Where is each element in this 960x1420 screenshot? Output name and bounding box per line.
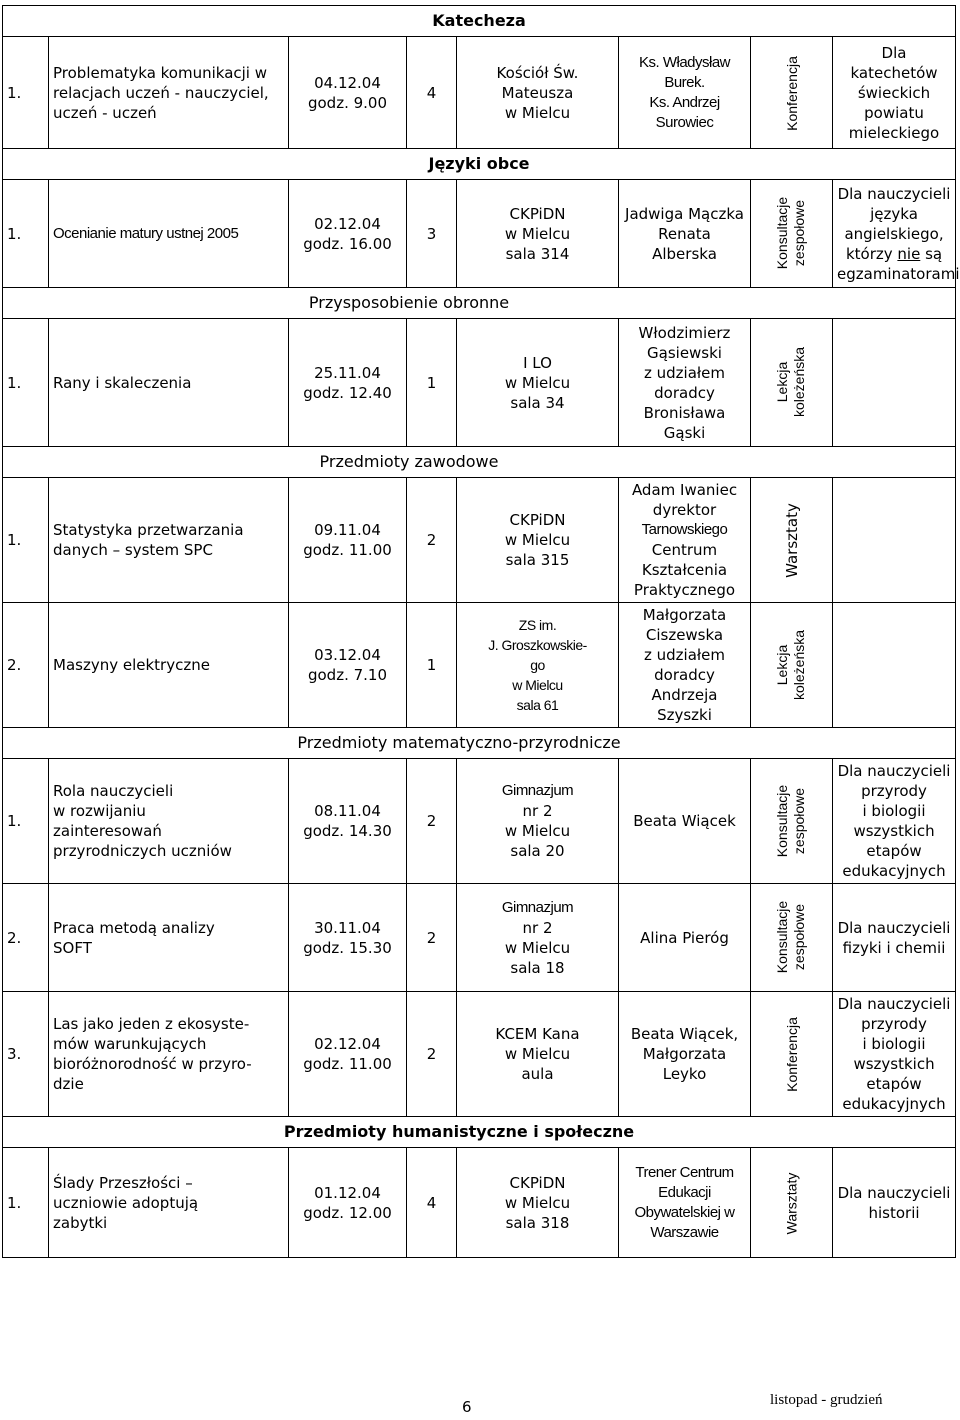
audience-line: i biologii [862, 802, 926, 820]
leader-line: Gąski [663, 423, 706, 442]
place-line: w Mielcu [504, 224, 571, 243]
place-line: sala 315 [505, 551, 570, 569]
audience-line: powiatu [864, 103, 924, 122]
form-line: zespołowe [791, 199, 808, 267]
audience-cell [833, 603, 956, 728]
audience-line: wszystkich [853, 822, 935, 840]
hours-cell: 1 [407, 319, 457, 447]
form-label [774, 347, 808, 417]
place-line: aula [521, 1065, 554, 1083]
form-cell [751, 759, 833, 884]
hours-cell: 4 [407, 1148, 457, 1258]
date-cell [289, 37, 407, 149]
date: 25.11.04 [314, 363, 381, 382]
audience-cell [833, 1148, 956, 1258]
audience-line: mieleckiego [848, 123, 940, 142]
leader-line: Alberska [652, 244, 717, 263]
place-cell [457, 319, 619, 447]
form-line: zespołowe [791, 787, 808, 854]
audience-line: Dla nauczycieli [837, 184, 951, 203]
row-number: 1. [3, 1148, 49, 1258]
table-row [3, 37, 956, 149]
leader-line: z udziałem [643, 646, 725, 664]
leader-line: Renata [658, 224, 711, 243]
form-cell [751, 603, 833, 728]
section-przedmioty-matematyczno-przyrodnicze [3, 728, 956, 759]
topic-line: bioróżnorodność w przyro- [53, 1055, 252, 1073]
form-label: Warsztaty [783, 1172, 799, 1234]
place-cell [457, 992, 619, 1117]
audience-line: etapów [866, 1075, 922, 1093]
place-line: CKPiDN [509, 511, 566, 529]
date: 02.12.04 [314, 214, 381, 233]
place-line: sala 61 [516, 697, 559, 713]
place-line: sala 20 [510, 842, 565, 860]
place-cell [457, 180, 619, 288]
leader-line: Kształcenia [641, 561, 728, 579]
form-cell [751, 884, 833, 992]
section-title: Przysposobienie obronne [308, 293, 510, 312]
form-label: Konferencja [783, 1017, 800, 1092]
place-line: Mateusza [501, 83, 574, 102]
audience-underlined-text: nie [897, 244, 921, 263]
leader-line: Alina Pieróg [640, 928, 729, 947]
leader-line: Obywatelskiej w [634, 1203, 735, 1221]
audience-text: którzy [845, 244, 898, 263]
leader-line: Tarnowskiego [641, 521, 728, 538]
place-line: w Mielcu [504, 373, 571, 392]
form-line: Lekcja [774, 361, 791, 403]
topic-cell: Rany i skaleczenia [49, 319, 289, 447]
topic-line: w rozwijaniu [53, 802, 146, 820]
hours-cell: 3 [407, 180, 457, 288]
date: 08.11.04 [314, 802, 381, 820]
place-line: Kościół Św. [496, 63, 579, 82]
audience-cell [833, 37, 956, 149]
date-cell [289, 992, 407, 1117]
date: 04.12.04 [314, 73, 381, 92]
audience-line: Dla nauczycieli [837, 762, 951, 780]
audience-line: etapów [866, 842, 922, 860]
place-line: CKPiDN [509, 1173, 566, 1192]
leader-line: Adam Iwaniec [631, 481, 738, 499]
place-line: J. Groszkowskie- [488, 637, 587, 653]
place-line: Gimnazjum [501, 898, 574, 916]
topic-line: Praca metodą analizy [53, 918, 215, 937]
leader-line: Włodzimierz [638, 323, 731, 342]
place-line: nr 2 [522, 918, 553, 937]
place-line: w Mielcu [504, 1193, 571, 1212]
section-title: Przedmioty humanistyczne i społeczne [283, 1122, 635, 1141]
date-cell [289, 319, 407, 447]
audience-line: wszystkich [853, 1055, 935, 1073]
audience-line: angielskiego, [844, 224, 944, 243]
topic-cell: Ocenianie matury ustnej 2005 [49, 180, 289, 288]
place-cell [457, 884, 619, 992]
date-cell [289, 1148, 407, 1258]
date-cell [289, 478, 407, 603]
leader-line: Centrum [651, 541, 718, 559]
place-line: w Mielcu [504, 1045, 571, 1063]
date: 09.11.04 [314, 521, 381, 539]
hours-cell: 4 [407, 37, 457, 149]
place-line: w Mielcu [504, 103, 571, 122]
section-jezyki-obce: Języki obce [3, 149, 956, 180]
leader-line: Leyko [662, 1065, 707, 1083]
topic-line: Ślady Przeszłości – [53, 1173, 193, 1192]
form-label [774, 901, 808, 973]
audience-cell [833, 884, 956, 992]
leader-line: Warszawie [650, 1223, 719, 1241]
topic-cell [49, 759, 289, 884]
time: godz. 12.40 [303, 383, 392, 402]
leader-line: Burek. [664, 73, 705, 91]
table-row [3, 180, 956, 288]
audience-line: Dla nauczycieli [837, 1183, 951, 1202]
audience-cell [833, 759, 956, 884]
hours-cell: 2 [407, 759, 457, 884]
row-number: 1. [3, 37, 49, 149]
audience-line: i biologii [862, 1035, 926, 1053]
leader-line: doradcy [654, 666, 715, 684]
topic-line: zainteresowań [53, 822, 162, 840]
audience-line: Dla nauczycieli [837, 995, 951, 1013]
form-cell [751, 319, 833, 447]
audience-text: są [920, 244, 943, 263]
place-cell [457, 759, 619, 884]
time: godz. 16.00 [303, 234, 392, 253]
topic-line: zabytki [53, 1213, 108, 1232]
leader-line: Ks. Andrzej [649, 93, 720, 111]
row-number: 2. [3, 603, 49, 728]
form-label: Konferencja [783, 55, 800, 131]
row-number: 1. [3, 180, 49, 288]
form-label [774, 784, 808, 856]
topic-line: Las jako jeden z ekosyste- [53, 1015, 250, 1033]
audience-cell [833, 180, 960, 288]
date: 30.11.04 [314, 918, 381, 937]
leader-cell [619, 180, 751, 288]
section-przedmioty-zawodowe [3, 447, 956, 478]
table-row [3, 884, 956, 992]
section-przysposobienie-obronne [3, 288, 956, 319]
date: 03.12.04 [314, 646, 381, 664]
time: godz. 14.30 [303, 822, 392, 840]
time: godz. 11.00 [303, 1055, 392, 1073]
place-line: w Mielcu [504, 938, 571, 957]
page-number: 6 [462, 1398, 472, 1416]
form-line: zespołowe [791, 903, 808, 971]
leader-line: Andrzeja [651, 686, 718, 704]
leader-line: Małgorzata [642, 606, 727, 624]
form-line: koleżeńska [791, 346, 808, 418]
audience-cell [833, 319, 956, 447]
leader-line: Ciszewska [645, 626, 724, 644]
audience-line: edukacyjnych [842, 862, 946, 880]
leader-line: Beata Wiącek [633, 812, 736, 830]
row-number: 1. [3, 319, 49, 447]
place-line: go [530, 657, 545, 673]
time: godz. 15.30 [303, 938, 392, 957]
leader-cell [619, 603, 751, 728]
audience-line: Dla nauczycieli [837, 918, 951, 937]
row-number: 2. [3, 884, 49, 992]
hours-cell: 1 [407, 603, 457, 728]
leader-cell [619, 992, 751, 1117]
table-row [3, 319, 956, 447]
table-row [3, 603, 956, 728]
hours-cell: 2 [407, 478, 457, 603]
topic-cell [49, 992, 289, 1117]
place-line: I LO [523, 353, 552, 372]
leader-line: Edukacji [658, 1183, 711, 1201]
place-line: KCEM Kana [495, 1025, 580, 1043]
section-title: Przedmioty zawodowe [319, 452, 499, 471]
leader-line: Gąsiewski [647, 343, 722, 362]
audience-line: Dla katechetów [850, 43, 938, 82]
date-cell [289, 603, 407, 728]
leader-cell [619, 759, 751, 884]
leader-line: Jadwiga Mączka [625, 204, 744, 223]
place-cell [457, 37, 619, 149]
audience-line: przyrody [861, 1015, 927, 1033]
row-number: 3. [3, 992, 49, 1117]
leader-line: doradcy [654, 383, 715, 402]
hours-cell: 2 [407, 992, 457, 1117]
date-cell [289, 884, 407, 992]
audience-line: świeckich [857, 83, 931, 102]
section-title: Przedmioty matematyczno-przyrodnicze [297, 733, 621, 752]
topic-line: mów warunkujących [53, 1035, 207, 1053]
topic-line: SOFT [53, 938, 92, 957]
place-line: sala 314 [505, 244, 570, 263]
place-line: Gimnazjum [501, 782, 574, 799]
form-cell [751, 992, 833, 1117]
form-line: Konsultacje [774, 196, 791, 270]
audience-cell [833, 478, 956, 603]
form-label [774, 629, 808, 699]
place-line: sala 34 [510, 393, 565, 412]
leader-cell [619, 319, 751, 447]
audience-line: fizyki i chemii [842, 938, 946, 957]
topic-line: uczniowie adoptują [53, 1193, 199, 1212]
date: 01.12.04 [314, 1183, 381, 1202]
form-line: Lekcja [774, 644, 791, 685]
place-line: w Mielcu [512, 677, 563, 693]
form-label: Warsztaty [782, 503, 801, 578]
leader-line: Surowiec [655, 113, 714, 131]
leader-line: dyrektor [652, 501, 717, 519]
time: godz. 12.00 [303, 1203, 392, 1222]
time: godz. 7.10 [307, 666, 388, 684]
leader-line: Praktycznego [633, 581, 736, 599]
place-line: w Mielcu [504, 822, 571, 840]
audience-line: historii [868, 1203, 920, 1222]
topic-cell [49, 884, 289, 992]
footer-date: listopad - grudzień [770, 1392, 883, 1408]
place-line: sala 318 [505, 1213, 570, 1232]
audience-line: przyrody [861, 782, 927, 800]
form-cell [751, 478, 833, 603]
table-row [3, 1148, 956, 1258]
place-cell [457, 478, 619, 603]
leader-cell [619, 478, 751, 603]
table-row [3, 478, 956, 603]
row-number: 1. [3, 759, 49, 884]
leader-cell [619, 37, 751, 149]
table-row [3, 992, 956, 1117]
form-cell [751, 37, 833, 149]
topic-cell: Statystyka przetwarzania danych – system SPC [49, 478, 289, 603]
form-line: Konsultacje [774, 900, 791, 974]
leader-line: Szyszki [657, 706, 712, 724]
leader-line: Trener Centrum [635, 1163, 734, 1181]
section-katecheza: Katecheza [3, 6, 956, 37]
form-line: Konsultacje [774, 784, 791, 857]
place-line: CKPiDN [509, 204, 566, 223]
leader-line: Bronisława [643, 403, 726, 422]
time: godz. 11.00 [303, 541, 392, 559]
date: 02.12.04 [314, 1035, 381, 1053]
topic-line: przyrodniczych uczniów [53, 842, 232, 860]
place-line: nr 2 [522, 802, 553, 820]
audience-line [837, 244, 951, 264]
topic-cell: Maszyny elektryczne [49, 603, 289, 728]
place-cell [457, 603, 619, 728]
form-cell [751, 1148, 833, 1258]
audience-cell [833, 992, 956, 1117]
place-line: sala 18 [510, 958, 565, 977]
leader-cell [619, 1148, 751, 1258]
audience-line: języka [870, 204, 918, 223]
topic-cell: Problematyka komunikacji w relacjach uczeń - nauczyciel, uczeń - uczeń [49, 37, 289, 149]
leader-line: Beata Wiącek, [630, 1025, 739, 1043]
date-cell [289, 759, 407, 884]
audience-line: edukacyjnych [842, 1095, 946, 1113]
table-row [3, 759, 956, 884]
training-schedule-table [2, 5, 960, 1258]
form-cell [751, 180, 833, 288]
form-line: koleżeńska [791, 629, 808, 700]
leader-line: z udziałem [643, 363, 725, 382]
form-label [774, 197, 808, 269]
topic-line: dzie [53, 1075, 84, 1093]
hours-cell: 2 [407, 884, 457, 992]
audience-line: egzaminatorami [837, 264, 960, 283]
leader-line: Małgorzata [642, 1045, 727, 1063]
place-line: ZS im. [518, 617, 557, 633]
time: godz. 9.00 [307, 93, 388, 112]
section-przedmioty-humanistyczne [3, 1117, 956, 1148]
leader-cell [619, 884, 751, 992]
place-cell [457, 1148, 619, 1258]
topic-cell [49, 1148, 289, 1258]
place-line: w Mielcu [504, 531, 571, 549]
leader-line: Ks. Władysław [638, 53, 731, 71]
row-number: 1. [3, 478, 49, 603]
date-cell [289, 180, 407, 288]
topic-line: Rola nauczycieli [53, 782, 174, 800]
